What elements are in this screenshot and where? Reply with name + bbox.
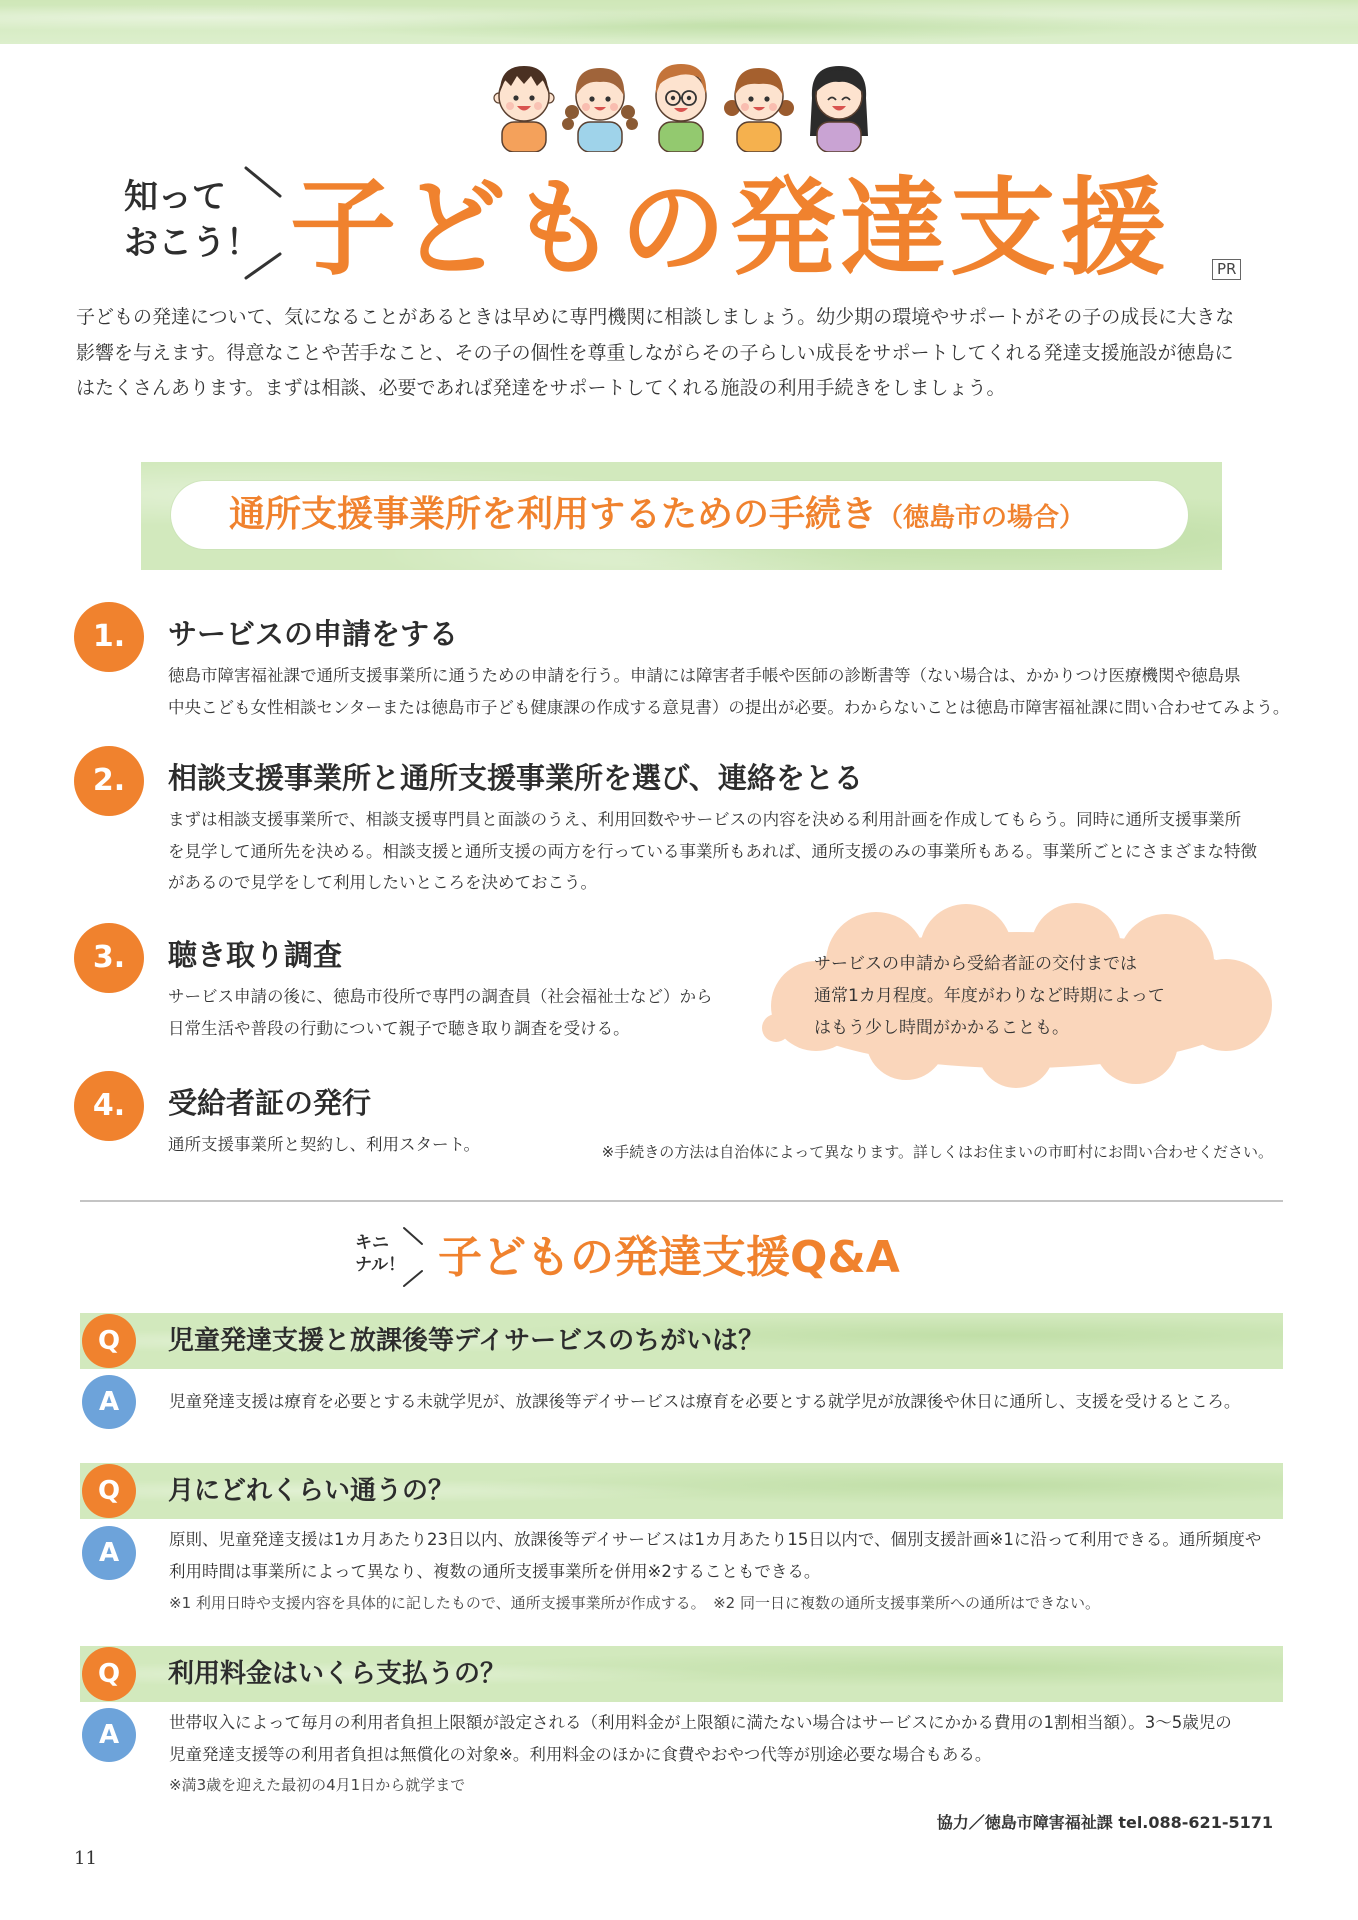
question-marker: Q <box>82 1647 136 1701</box>
bubble-line: 通常1カ月程度。年度がわりなど時期によって <box>814 986 1165 1006</box>
step-title: 相談支援事業所と通所支援事業所を選び、連絡をとる <box>168 761 863 795</box>
qa-item-3 <box>80 1646 1283 1806</box>
accent-line-bottom <box>404 1271 422 1286</box>
procedure-heading-note: （徳島市の場合） <box>877 503 1086 533</box>
qa-item-2 <box>80 1463 1283 1623</box>
child-2-illustration <box>562 68 638 152</box>
procedure-footnote: ※手続きの方法は自治体によって異なります。詳しくはお住まいの市町村にお問い合わせください。 <box>601 1143 1273 1161</box>
answer-line: 利用時間は事業所によって異なり、複数の通所支援事業所を併用※2することもできる。 <box>169 1562 821 1581</box>
qa-kicker-line-1: キニ <box>355 1233 389 1253</box>
question-text: 月にどれくらい通うの？ <box>168 1476 455 1506</box>
cheek <box>610 103 618 111</box>
answer-note: ※満3歳を迎えた最初の4月1日から就学まで <box>169 1776 466 1794</box>
page-number: 11 <box>74 1848 97 1869</box>
answer-line: 児童発達支援等の利用者負担は無償化の対象※。利用料金のほかに食費やおやつ代等が別途必要な場合もある。 <box>169 1745 992 1764</box>
child-4-illustration <box>724 68 794 152</box>
procedure-heading-text: 通所支援事業所を利用するための手続き <box>229 494 878 535</box>
credit-line: 協力／徳島市障害福祉課 tel.088-621-5171 <box>936 1813 1273 1832</box>
page-title: 子どもの発達支援 <box>290 167 1170 290</box>
pigtail <box>621 105 635 119</box>
step-description-line: があるので見学をして利用したいところを決めておこう。 <box>168 873 597 892</box>
kicker-line-2: おこう！ <box>124 223 260 263</box>
shirt <box>817 122 861 152</box>
step-1 <box>74 602 1290 742</box>
step-description-line: 中央こども女性相談センターまたは徳島市子ども健康課の作成する意見書）の提出が必要。わからないことは徳島市障害福祉課に問い合わせてみよう。 <box>168 697 1290 717</box>
step-3 <box>74 923 734 1063</box>
eye <box>748 96 753 101</box>
qa-section-title: 子どもの発達支援Q&A <box>438 1232 900 1283</box>
intro-line: はたくさんあります。まずは相談、必要であれば発達をサポートしてくれる施設の利用手続きをしましょう。 <box>76 377 1006 399</box>
qa-kicker <box>355 1232 405 1276</box>
question-text: 利用料金はいくら支払うの？ <box>168 1659 507 1689</box>
speech-bubble-text <box>814 948 1165 1044</box>
shirt <box>502 122 546 152</box>
cloud-lobe <box>1180 959 1272 1051</box>
eye <box>671 96 675 100</box>
answer-text <box>169 1386 1240 1418</box>
step-4 <box>74 1071 574 1211</box>
shirt <box>578 122 622 152</box>
qa-kicker-line-2: ナル！ <box>355 1255 406 1275</box>
top-watercolor-band <box>0 0 1358 44</box>
step-description-line: 徳島市障害福祉課で通所支援事業所に通うための申請を行う。申請には障害者手帳や医師の診断書等（ない場合は、かかりつけ医療機関や徳島県 <box>168 666 1241 685</box>
section-divider <box>80 1200 1283 1202</box>
answer-marker: A <box>82 1708 136 1762</box>
step-number-badge: 4. <box>74 1071 144 1141</box>
step-description-line: 通所支援事業所と契約し、利用スタート。 <box>168 1135 481 1154</box>
eye <box>513 95 518 100</box>
qa-accent-lines <box>400 1224 428 1292</box>
question-marker: Q <box>82 1314 136 1368</box>
step-title: 受給者証の発行 <box>168 1086 372 1120</box>
answer-text <box>169 1707 1232 1771</box>
procedure-heading <box>229 481 1085 555</box>
eye <box>589 96 594 101</box>
children-illustration <box>488 52 878 152</box>
step-title: サービスの申請をする <box>168 617 459 651</box>
step-title: 聴き取り調査 <box>168 938 343 972</box>
bubble-line: はもう少し時間がかかることも。 <box>814 1018 1069 1038</box>
answer-line: 原則、児童発達支援は1カ月あたり23日以内、放課後等デイサービスは1カ月あたり15日以内で、個別支援計画※1に沿って利用できる。通所頻度や <box>169 1530 1262 1549</box>
step-description <box>168 660 1289 723</box>
step-2 <box>74 746 1284 892</box>
accent-line-top <box>246 168 280 196</box>
pigtail <box>562 118 574 130</box>
cloud-tail <box>762 1014 790 1042</box>
step-number-badge: 3. <box>74 923 144 993</box>
question-marker: Q <box>82 1464 136 1518</box>
child-5-illustration <box>810 66 868 152</box>
accent-line-bottom <box>246 254 280 278</box>
intro-paragraph <box>76 300 1286 407</box>
step-number-badge: 2. <box>74 746 144 816</box>
step-description-line: サービス申請の後に、徳島市役所で専門の調査員（社会福祉士など）から <box>168 987 713 1006</box>
answer-marker: A <box>82 1526 136 1580</box>
kicker-line-1: 知って <box>124 177 226 217</box>
child-1-illustration <box>494 66 554 152</box>
accent-line-top <box>404 1228 422 1244</box>
pigtail <box>626 118 638 130</box>
bubble-line: サービスの申請から受給者証の交付までは <box>814 954 1137 974</box>
eye <box>529 95 534 100</box>
qa-item-1 <box>80 1313 1283 1473</box>
pigtail <box>565 105 579 119</box>
answer-line: 世帯収入によって毎月の利用者負担上限額が設定される（利用料金が上限額に満たない場合はサービスにかかる費用の1割相当額）。3～5歳児の <box>169 1713 1232 1732</box>
cheek <box>506 102 514 110</box>
step-description-line: 日常生活や普段の行動について親子で聴き取り調査を受ける。 <box>168 1018 630 1038</box>
shirt <box>659 122 703 152</box>
step-description <box>168 1129 480 1161</box>
kicker-accent-lines <box>240 162 288 284</box>
cheek <box>741 103 749 111</box>
pr-badge: PR <box>1212 259 1241 280</box>
answer-text <box>169 1524 1261 1588</box>
child-3-illustration <box>656 64 706 152</box>
eye <box>687 96 691 100</box>
cheek <box>769 103 777 111</box>
question-text: 児童発達支援と放課後等デイサービスのちがいは？ <box>168 1326 765 1356</box>
procedure-heading-band <box>141 462 1222 570</box>
shirt <box>737 122 781 152</box>
step-description <box>168 804 1257 899</box>
answer-note: ※1 利用日時や支援内容を具体的に記したもので、通所支援事業所が作成する。 ※2 同一日に複数の通所支援事業所への通所はできない。 <box>169 1594 1100 1612</box>
eye <box>764 96 769 101</box>
answer-line: 児童発達支援は療育を必要とする未就学児が、放課後等デイサービスは療育を必要とする就学児が放課後や休日に通所し、支援を受けるところ。 <box>169 1392 1241 1411</box>
step-description <box>168 981 713 1044</box>
intro-line: 子どもの発達について、気になることがあるときは早めに専門機関に相談しましょう。幼少期の環境やサポートがその子の成長に大きな <box>76 306 1235 328</box>
step-description-line: まずは相談支援事業所で、相談支援専門員と面談のうえ、利用回数やサービスの内容を決める利用計画を作成してもらう。同時に通所支援事業所 <box>168 810 1242 829</box>
procedure-heading-pill <box>171 481 1188 549</box>
step-number-badge: 1. <box>74 602 144 672</box>
eye <box>605 96 610 101</box>
cheek <box>582 103 590 111</box>
intro-line: 影響を与えます。得意なことや苦手なこと、その子の個性を尊重しながらその子らしい成長をサポートしてくれる発達支援施設が徳島に <box>76 341 1234 364</box>
cheek <box>534 102 542 110</box>
answer-marker: A <box>82 1375 136 1429</box>
step-description-line: を見学して通所先を決める。相談支援と通所支援の両方を行っている事業所もあれば、通所支援のみの事業所もある。事業所ごとにさまざまな特徴 <box>168 841 1257 861</box>
